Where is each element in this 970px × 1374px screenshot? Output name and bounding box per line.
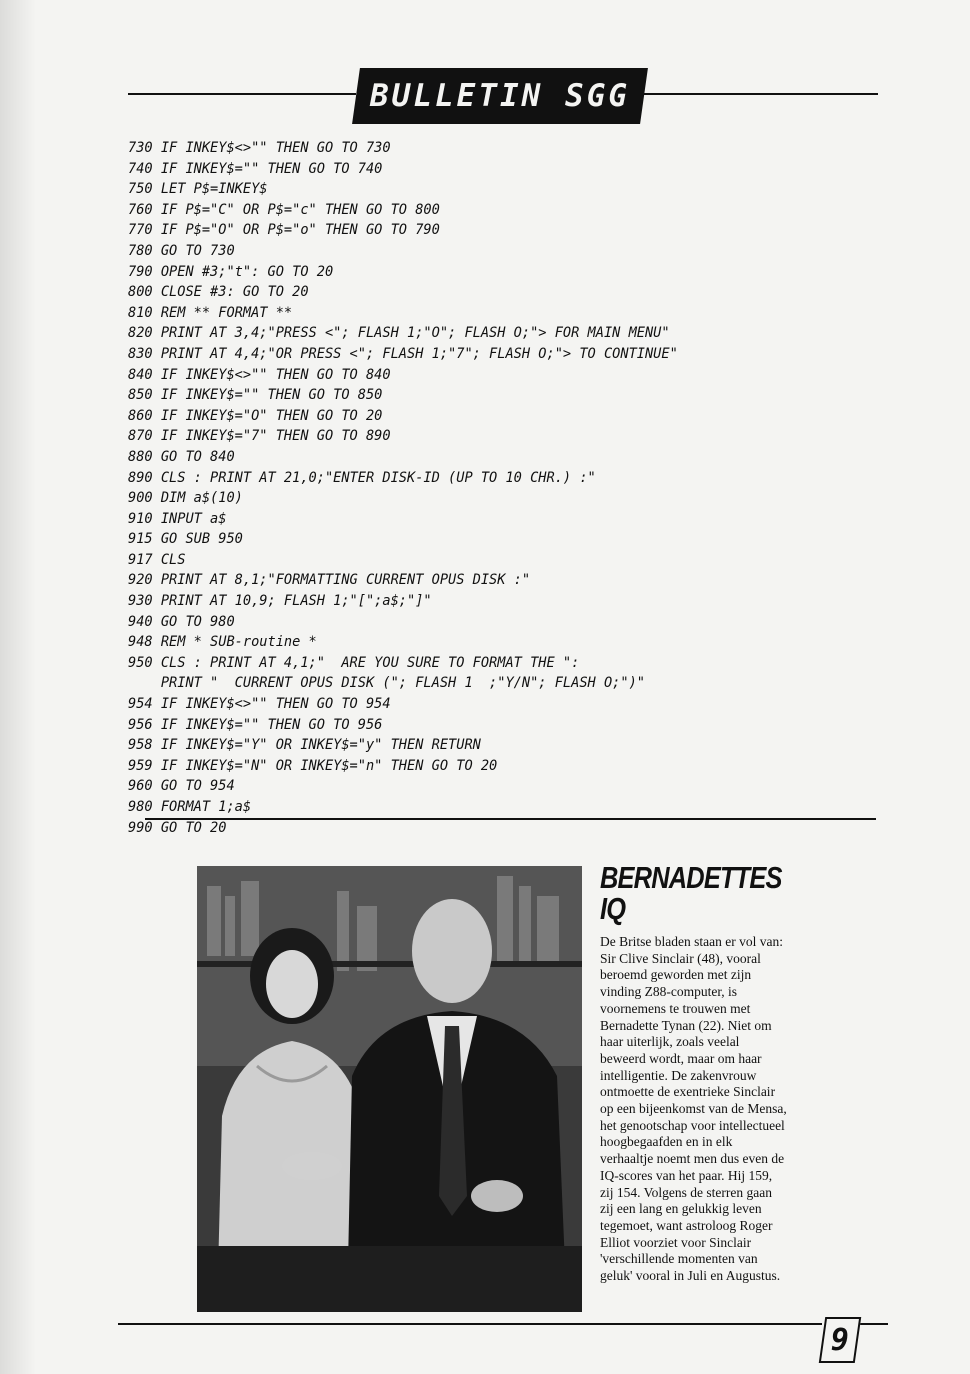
code-line: 850 IF INKEY$="" THEN GO TO 850: [128, 387, 383, 404]
article-body: De Britse bladen staan er vol van: Sir Clive Sinclair (48), vooral beroemd geworden met zijn vinding Z88-computer, is voornemens te trouwen met Bernadette Tynan (22). Niet om haar uiterlijk, zoals veelal beweerd wordt, maar om haar intelligentie. De zakenvrouw ontmoette de exentrieke Sinclair op een bijeenkomst van de Mensa, het genootschap voor intellectueel hoogbegaafden en in elk verhaaltje noemt men dus even de IQ-scores van het paar. Hij 159, zij 154. Volgens de sterren gaan zij een lang en gelukkig leven tegemoet, want astroloog Roger Elliot voorziet voor Sinclair 'verschillende momenten van geluk' vooral in Juli en Augustus.: [600, 934, 787, 1284]
page-number: 9: [830, 1322, 850, 1358]
code-line: 950 CLS : PRINT AT 4,1;" ARE YOU SURE TO FORMAT THE ":: [128, 654, 580, 671]
code-line: 780 GO TO 730: [128, 242, 235, 259]
code-line: 740 IF INKEY$="" THEN GO TO 740: [128, 160, 383, 177]
code-line: 890 CLS : PRINT AT 21,0;"ENTER DISK-ID (UP TO 10 CHR.) :": [128, 469, 596, 486]
masthead-text: BULLETIN SGG: [370, 78, 630, 114]
photo-illustration: [197, 866, 582, 1312]
code-line: 920 PRINT AT 8,1;"FORMATTING CURRENT OPUS DISK :": [128, 572, 531, 589]
article-photo: [197, 866, 582, 1312]
code-line: 980 FORMAT 1;a$: [128, 799, 252, 815]
code-line: 958 IF INKEY$="Y" OR INKEY$="y" THEN RETURN: [128, 737, 481, 754]
code-line: 930 PRINT AT 10,9; FLASH 1;"[";a$;"]": [128, 593, 432, 610]
code-line: 830 PRINT AT 4,4;"OR PRESS <"; FLASH 1;"7"; FLASH O;"> TO CONTINUE": [128, 345, 678, 362]
code-line: 860 IF INKEY$="O" THEN GO TO 20: [128, 407, 383, 424]
code-line: 750 LET P$=INKEY$: [128, 181, 268, 198]
basic-code-listing: [128, 138, 713, 838]
page-edge-shadow: [0, 0, 36, 1374]
code-line: 954 IF INKEY$<>"" THEN GO TO 954: [128, 696, 391, 713]
code-line: 956 IF INKEY$="" THEN GO TO 956: [128, 716, 383, 733]
article-title: BERNADETTES IQ: [600, 860, 782, 926]
code-line: 915 GO SUB 950: [128, 531, 243, 548]
header-rule-left: [128, 93, 356, 95]
code-line: 960 GO TO 954: [128, 778, 235, 795]
section-divider: [145, 818, 876, 820]
footer-rule-left: [118, 1323, 822, 1325]
masthead-logo: [352, 68, 648, 124]
header-rule-right: [644, 93, 878, 95]
code-line: 730 IF INKEY$<>"" THEN GO TO 730: [128, 140, 391, 156]
code-line: 870 IF INKEY$="7" THEN GO TO 890: [128, 428, 391, 445]
code-line: PRINT " CURRENT OPUS DISK ("; FLASH 1 ;"Y/N"; FLASH O;")": [128, 675, 645, 692]
code-line: 917 CLS: [128, 551, 186, 568]
code-line: 880 GO TO 840: [128, 448, 235, 465]
code-line: 800 CLOSE #3: GO TO 20: [128, 284, 309, 301]
code-line: 840 IF INKEY$<>"" THEN GO TO 840: [128, 366, 391, 383]
code-line: 820 PRINT AT 3,4;"PRESS <"; FLASH 1;"O"; FLASH O;"> FOR MAIN MENU": [128, 325, 670, 342]
code-line: 910 INPUT a$: [128, 510, 227, 527]
code-line: 990 GO TO 20: [128, 819, 227, 836]
code-line: 959 IF INKEY$="N" OR INKEY$="n" THEN GO TO 20: [128, 757, 498, 774]
code-line: 760 IF P$="C" OR P$="c" THEN GO TO 800: [128, 201, 440, 218]
code-line: 790 OPEN #3;"t": GO TO 20: [128, 263, 334, 280]
code-line: 948 REM * SUB-routine *: [128, 634, 317, 651]
page-number-box: [819, 1317, 861, 1363]
code-line: 940 GO TO 980: [128, 613, 235, 630]
code-line: 900 DIM a$(10): [128, 490, 243, 507]
code-line: 770 IF P$="O" OR P$="o" THEN GO TO 790: [128, 222, 440, 239]
footer-rule-right: [858, 1323, 888, 1325]
code-line: 810 REM ** FORMAT **: [128, 304, 293, 321]
